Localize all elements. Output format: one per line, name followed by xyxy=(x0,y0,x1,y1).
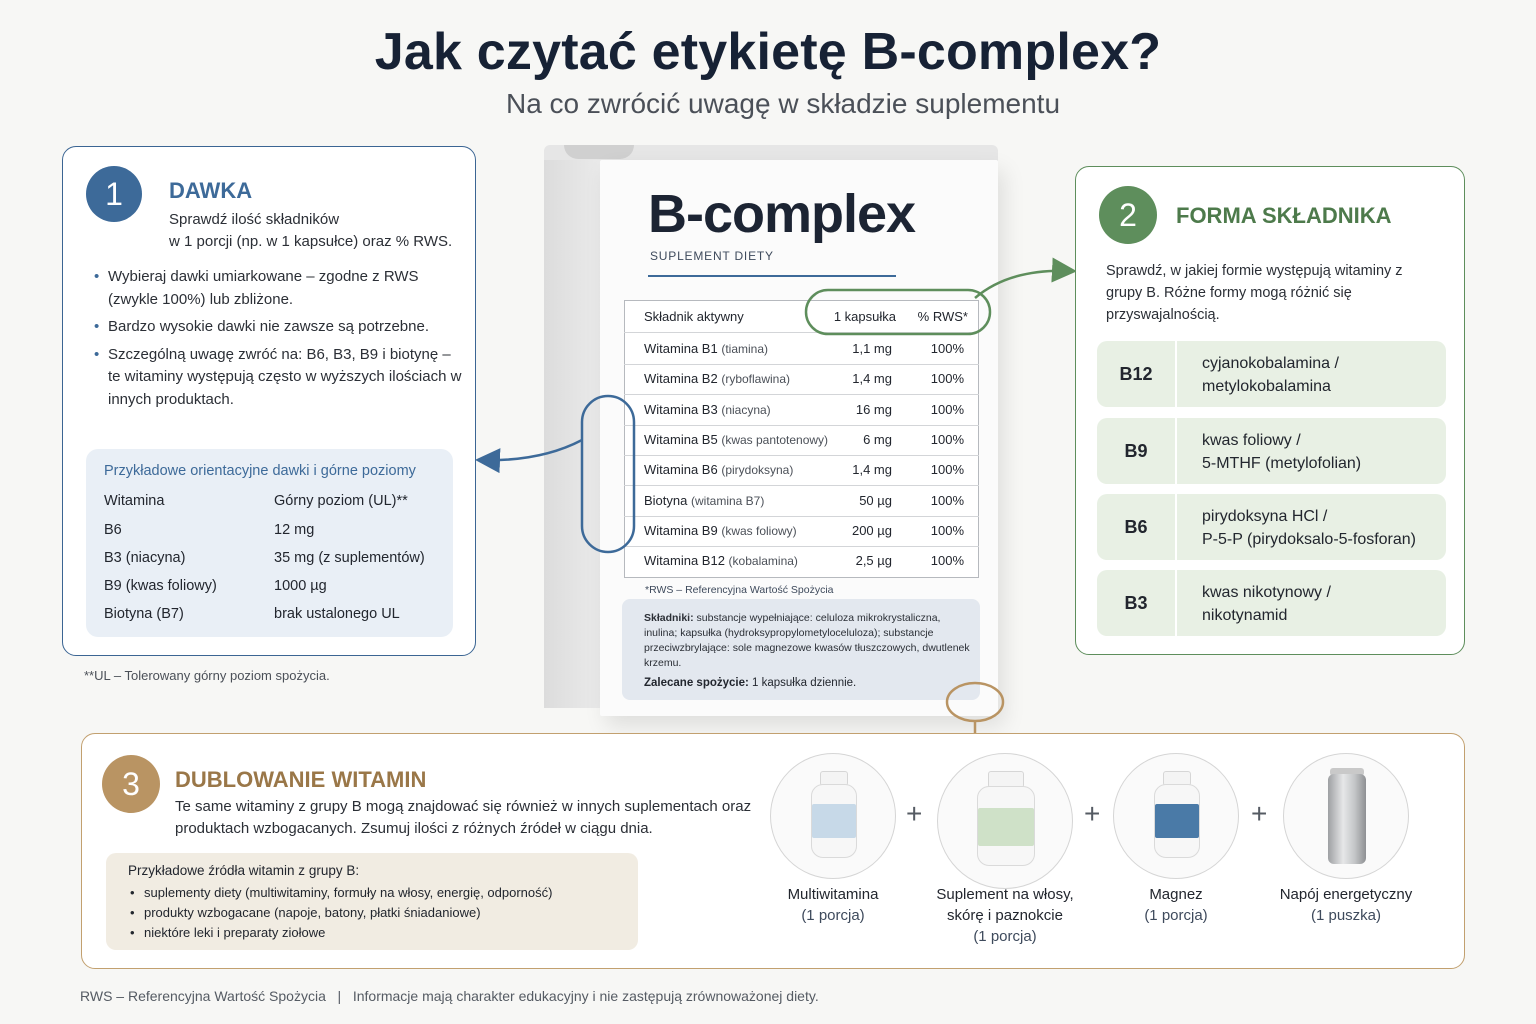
arrow-to-form-icon xyxy=(975,271,1072,298)
form-card-b12 xyxy=(1097,341,1446,407)
dose-value: brak ustalonego UL xyxy=(274,606,400,622)
ingredient-rws: 100% xyxy=(930,553,964,569)
recommended-dose-label: Zalecane spożycie: xyxy=(644,677,749,689)
product-label-multivitamin xyxy=(748,884,918,926)
ingredient-rws: 100% xyxy=(930,371,964,387)
highlight-oval-blue xyxy=(582,396,634,552)
ingredient-main: Witamina B12 xyxy=(644,553,725,569)
product-portion: (1 porcja) xyxy=(973,928,1037,945)
form-line: P-5-P (pirydoksalo-5-fosforan) xyxy=(1202,531,1417,548)
product-portion: (1 porcja) xyxy=(801,907,865,924)
ingredient-quantity: 6 mg xyxy=(863,431,892,447)
ingredient-detail: (kobalamina) xyxy=(728,554,798,569)
form-line: cyjanokobalamina / xyxy=(1202,355,1339,372)
form-code: B6 xyxy=(1124,517,1148,537)
product-label-energy-drink xyxy=(1261,884,1431,926)
ingredient-quantity: 200 µg xyxy=(851,522,892,538)
form-text xyxy=(1202,581,1331,627)
ingredient-main: Witamina B1 xyxy=(644,341,718,356)
sources-title: Przykładowe źródła witamin z grupy B: xyxy=(128,863,360,878)
step-number-1: 1 xyxy=(86,166,142,222)
dose-vitamin: B6 xyxy=(104,522,122,538)
product-portion: (1 puszka) xyxy=(1310,907,1382,924)
ingredient-main: Witamina B2 xyxy=(644,371,718,387)
form-line: kwas foliowy / xyxy=(1202,432,1301,449)
ingredient-quantity: 1,1 mg xyxy=(852,341,892,356)
form-line: 5-MTHF (metylofolian) xyxy=(1202,455,1362,472)
dose-col-header: Witamina xyxy=(104,493,165,509)
ingredient-rws: 100% xyxy=(930,431,964,447)
list-item: • suplementy diety (multiwitaminy, formuły na włosy, energię, odporność) xyxy=(130,883,552,903)
step-number-2: 2 xyxy=(1099,186,1157,244)
ingredient-rws: 100% xyxy=(930,401,964,417)
form-code: B3 xyxy=(1124,593,1148,613)
dose-vitamin: B3 (niacyna) xyxy=(104,550,186,566)
product-portion: (1 porcja) xyxy=(1144,907,1208,924)
form-line: nikotynamid xyxy=(1202,607,1288,624)
ingredient-main: Witamina B6 xyxy=(644,462,718,478)
dose-vitamin: Biotyna (B7) xyxy=(104,606,184,622)
highlight-oval-green xyxy=(806,290,990,334)
panel-dose-heading: DAWKA xyxy=(169,178,253,203)
ingredient-rws: 100% xyxy=(930,492,964,508)
panel-dose-desc-line: w 1 porcji (np. w 1 kapsułce) oraz % RWS. xyxy=(169,233,453,250)
ingredients-col-header: 1 kapsułka xyxy=(833,309,896,324)
energy-drink-can-icon xyxy=(1283,753,1409,879)
product-subtitle: SUPLEMENT DIETY xyxy=(650,249,774,263)
form-card-b3 xyxy=(1097,570,1446,636)
panel-duplication-description: Te same witaminy z grupy B mogą znajdować się również w innych suplementach oraz produktach wzbogacanych. Zsumuj ilości z różnych źródeł w ciągu dnia. xyxy=(175,798,752,837)
highlight-oval-gold xyxy=(947,683,1003,721)
ingredient-rws: 100% xyxy=(930,341,964,356)
step-number-3: 3 xyxy=(102,755,160,813)
product-name: Napój energetyczny xyxy=(1279,886,1413,903)
list-item: • Wybieraj dawki umiarkowane – zgodne z RWS (zwykle 100%) lub zbliżone. xyxy=(92,266,462,311)
ingredient-rws: 100% xyxy=(930,462,964,478)
ingredients-col-header: % RWS* xyxy=(917,309,968,324)
ingredient-detail: (pirydoksyna) xyxy=(721,463,794,478)
ingredient-detail: (niacyna) xyxy=(721,402,771,417)
product-name: Magnez xyxy=(1149,886,1203,903)
magnesium-bottle-icon xyxy=(1113,753,1239,879)
form-text xyxy=(1202,352,1339,398)
ingredient-main: Witamina B5 xyxy=(644,431,718,447)
ingredient-main: Biotyna xyxy=(644,492,688,508)
list-item: • niektóre leki i preparaty ziołowe xyxy=(130,923,552,943)
ingredient-quantity: 50 µg xyxy=(859,492,892,508)
ingredient-quantity: 2,5 µg xyxy=(855,553,892,569)
list-item: • produkty wzbogacane (napoje, batony, płatki śniadaniowe) xyxy=(130,903,552,923)
product-label-hair xyxy=(919,884,1091,947)
list-item: • Bardzo wysokie dawki nie zawsze są potrzebne. xyxy=(92,316,462,339)
dose-col-header: Górny poziom (UL)** xyxy=(274,493,408,509)
ingredient-detail: (kwas foliowy) xyxy=(721,523,797,538)
form-card-b6 xyxy=(1097,494,1446,560)
form-text xyxy=(1202,505,1416,551)
sources-list xyxy=(130,883,552,943)
ingredient-quantity: 1,4 mg xyxy=(852,371,892,387)
divider xyxy=(1175,494,1177,560)
product-name: Suplement na włosy, skórę i paznokcie xyxy=(936,886,1074,924)
ul-footnote: **UL – Tolerowany górny poziom spożycia. xyxy=(84,668,330,683)
product-name: Multiwitamina xyxy=(787,886,879,903)
page-subtitle: Na co zwrócić uwagę w składzie suplementu xyxy=(505,88,1061,119)
dose-value: 35 mg (z suplementów) xyxy=(274,550,425,566)
rws-note: *RWS – Referencyjna Wartość Spożycia xyxy=(645,584,834,596)
ingredient-main: Witamina B9 xyxy=(644,522,718,538)
hair-supplement-bottle-icon xyxy=(937,753,1073,889)
ingredient-main: Witamina B3 xyxy=(644,401,718,417)
plus-icon: + xyxy=(906,798,923,829)
ingredient-detail: (tiamina) xyxy=(721,342,769,356)
ingredient-detail: (kwas pantotenowy) xyxy=(721,432,829,447)
multivitamin-bottle-icon xyxy=(770,753,896,879)
product-label-magnesium xyxy=(1091,884,1261,926)
form-code: B12 xyxy=(1119,364,1153,384)
dose-vitamin: B9 (kwas foliowy) xyxy=(104,578,217,594)
form-code: B9 xyxy=(1124,441,1148,461)
composition-label: Składniki: xyxy=(644,612,694,624)
list-item: • Szczególną uwagę zwróć na: B6, B3, B9 i biotynę – te witaminy występują często w wyższych ilościach w innych produktach. xyxy=(92,344,462,412)
panel-duplication-heading: DUBLOWANIE WITAMIN xyxy=(175,767,427,792)
footer-note: RWS – Referencyjna Wartość Spożycia | Informacje mają charakter edukacyjny i nie zastępują zrównoważonej diety. xyxy=(80,988,819,1004)
dose-value: 12 mg xyxy=(274,522,315,538)
ingredient-detail: (ryboflawina) xyxy=(721,372,791,387)
ingredient-detail: (witamina B7) xyxy=(691,493,765,508)
divider xyxy=(1175,570,1177,636)
form-text xyxy=(1202,429,1361,475)
form-line: pirydoksyna HCl / xyxy=(1202,508,1328,525)
ingredients-col-header: Składnik aktywny xyxy=(644,309,744,324)
ingredient-quantity: 16 mg xyxy=(855,401,892,417)
divider xyxy=(1175,341,1177,407)
composition-value: substancje wypełniające: celuloza mikrokrystaliczna, inulina; kapsułka (hydroksypropylometyloceluloza); substancje przeciwzbrylające: sole magnezowe kwasów tłuszczowych, dwutlenek krzemu. xyxy=(644,612,970,669)
recommended-dose-value: 1 kapsułka dziennie. xyxy=(752,677,857,689)
ingredient-rws: 100% xyxy=(930,522,964,538)
panel-form-heading: FORMA SKŁADNIKA xyxy=(1176,203,1392,228)
arrow-to-dose-icon xyxy=(480,440,582,460)
plus-icon: + xyxy=(1084,798,1101,829)
dose-box-title: Przykładowe orientacyjne dawki i górne poziomy xyxy=(104,463,416,479)
ingredient-quantity: 1,4 mg xyxy=(852,462,892,478)
form-line: metylokobalamina xyxy=(1202,378,1331,395)
panel-form-description: Sprawdź, w jakiej formie występują witaminy z grupy B. Różne formy mogą różnić się przyswajalnością. xyxy=(1106,263,1403,323)
panel-dose-desc-line: Sprawdź ilość składników xyxy=(169,211,340,228)
dose-value: 1000 µg xyxy=(274,578,327,594)
plus-icon: + xyxy=(1251,798,1268,829)
form-card-b9 xyxy=(1097,418,1446,484)
product-brand: B-complex xyxy=(648,184,916,244)
divider xyxy=(1175,418,1177,484)
form-line: kwas nikotynowy / xyxy=(1202,584,1331,601)
page-title: Jak czytać etykietę B-complex? xyxy=(374,23,1162,81)
